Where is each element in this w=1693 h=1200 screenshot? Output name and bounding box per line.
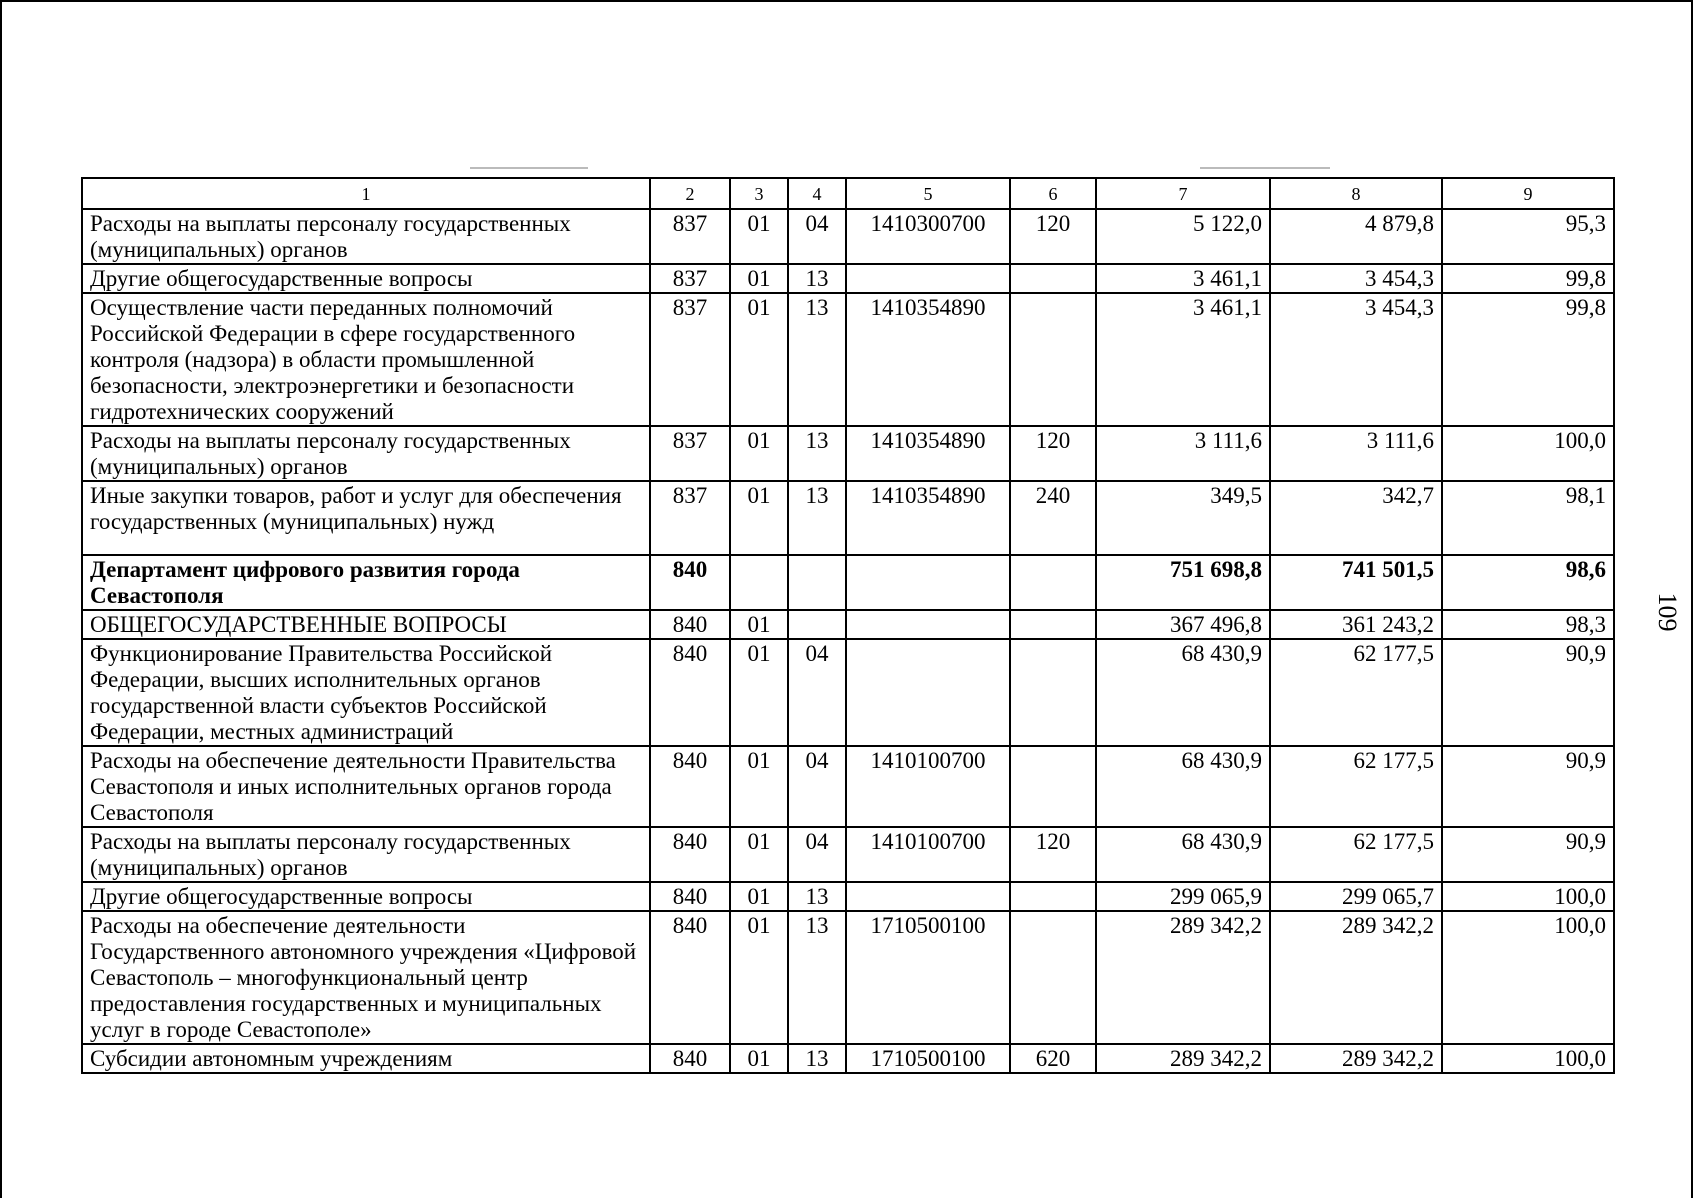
row-name: Департамент цифрового развития города Севастополя [82,555,650,610]
column-header: 1 [82,178,650,209]
table-row [82,481,1614,555]
cell-subsection: 13 [788,293,846,426]
cell-executed: 741 501,5 [1270,555,1442,610]
table-row [82,426,1614,481]
cell-executed: 4 879,8 [1270,209,1442,264]
cell-planned: 3 461,1 [1096,293,1270,426]
cell-subsection [788,555,846,610]
cell-admin-code: 840 [650,827,730,882]
cell-percent: 90,9 [1442,827,1614,882]
cell-planned: 289 342,2 [1096,911,1270,1044]
row-name: Расходы на обеспечение деятельности Правительства Севастополя и иных исполнительных органов города Севастополя [82,746,650,827]
cell-percent: 90,9 [1442,746,1614,827]
cell-target-article: 1710500100 [846,911,1010,1044]
cell-planned: 289 342,2 [1096,1044,1270,1073]
cell-section: 01 [730,209,788,264]
cell-admin-code: 840 [650,639,730,746]
row-name: ОБЩЕГОСУДАРСТВЕННЫЕ ВОПРОСЫ [82,610,650,639]
cell-section: 01 [730,264,788,293]
cell-executed: 62 177,5 [1270,827,1442,882]
row-name: Расходы на обеспечение деятельности Государственного автономного учреждения «Цифровой Севастополь – многофункциональный центр предоставления государственных и муниципальных услуг в городе Севастополе» [82,911,650,1044]
cell-executed: 361 243,2 [1270,610,1442,639]
cell-percent: 99,8 [1442,293,1614,426]
cell-target-article: 1410354890 [846,426,1010,481]
cell-section: 01 [730,426,788,481]
cell-target-article [846,555,1010,610]
cell-planned: 68 430,9 [1096,639,1270,746]
cell-target-article [846,610,1010,639]
table-row [82,555,1614,610]
column-header: 6 [1010,178,1096,209]
cell-expense-type [1010,555,1096,610]
cell-planned: 751 698,8 [1096,555,1270,610]
scan-mark [1200,167,1330,169]
cell-planned: 5 122,0 [1096,209,1270,264]
cell-admin-code: 837 [650,209,730,264]
cell-subsection: 13 [788,481,846,555]
scan-mark [470,167,588,169]
row-name: Другие общегосударственные вопросы [82,882,650,911]
cell-target-article: 1410354890 [846,481,1010,555]
row-name: Расходы на выплаты персоналу государственных (муниципальных) органов [82,209,650,264]
cell-expense-type [1010,293,1096,426]
cell-admin-code: 840 [650,555,730,610]
cell-subsection: 13 [788,426,846,481]
column-header: 5 [846,178,1010,209]
table-row [82,746,1614,827]
page-number: 109 [1653,592,1682,632]
cell-expense-type: 120 [1010,209,1096,264]
cell-planned: 367 496,8 [1096,610,1270,639]
row-name: Расходы на выплаты персоналу государственных (муниципальных) органов [82,827,650,882]
cell-executed: 289 342,2 [1270,1044,1442,1073]
cell-section: 01 [730,610,788,639]
cell-expense-type: 120 [1010,426,1096,481]
table-row [82,209,1614,264]
row-name: Расходы на выплаты персоналу государственных (муниципальных) органов [82,426,650,481]
cell-expense-type [1010,264,1096,293]
cell-expense-type: 240 [1010,481,1096,555]
cell-percent: 98,1 [1442,481,1614,555]
cell-percent: 98,6 [1442,555,1614,610]
cell-target-article: 1410100700 [846,746,1010,827]
column-header: 2 [650,178,730,209]
cell-expense-type [1010,746,1096,827]
cell-section: 01 [730,882,788,911]
cell-executed: 62 177,5 [1270,639,1442,746]
cell-target-article: 1410354890 [846,293,1010,426]
row-name: Функционирование Правительства Российской Федерации, высших исполнительных органов государственной власти субъектов Российской Федерации, местных администраций [82,639,650,746]
cell-admin-code: 840 [650,911,730,1044]
cell-executed: 342,7 [1270,481,1442,555]
cell-target-article: 1410100700 [846,827,1010,882]
table-row [82,610,1614,639]
cell-admin-code: 840 [650,882,730,911]
cell-section: 01 [730,293,788,426]
cell-percent: 90,9 [1442,639,1614,746]
cell-planned: 299 065,9 [1096,882,1270,911]
cell-section: 01 [730,481,788,555]
cell-executed: 3 111,6 [1270,426,1442,481]
cell-admin-code: 837 [650,264,730,293]
cell-planned: 3 461,1 [1096,264,1270,293]
table-row [82,293,1614,426]
column-header: 4 [788,178,846,209]
cell-admin-code: 837 [650,293,730,426]
cell-section: 01 [730,911,788,1044]
column-header: 3 [730,178,788,209]
row-name: Субсидии автономным учреждениям [82,1044,650,1073]
cell-expense-type [1010,610,1096,639]
table-header-row [82,178,1614,209]
cell-section: 01 [730,827,788,882]
column-header: 8 [1270,178,1442,209]
cell-executed: 289 342,2 [1270,911,1442,1044]
cell-subsection: 04 [788,209,846,264]
cell-expense-type [1010,639,1096,746]
cell-admin-code: 840 [650,610,730,639]
column-header: 7 [1096,178,1270,209]
table-row [82,264,1614,293]
cell-percent: 100,0 [1442,1044,1614,1073]
cell-executed: 299 065,7 [1270,882,1442,911]
cell-executed: 3 454,3 [1270,264,1442,293]
cell-executed: 3 454,3 [1270,293,1442,426]
cell-percent: 100,0 [1442,911,1614,1044]
cell-subsection: 13 [788,911,846,1044]
cell-expense-type: 620 [1010,1044,1096,1073]
cell-expense-type [1010,911,1096,1044]
cell-admin-code: 837 [650,426,730,481]
cell-planned: 349,5 [1096,481,1270,555]
cell-target-article [846,639,1010,746]
cell-planned: 68 430,9 [1096,746,1270,827]
table-row [82,882,1614,911]
cell-target-article [846,882,1010,911]
column-header: 9 [1442,178,1614,209]
cell-percent: 100,0 [1442,426,1614,481]
cell-planned: 3 111,6 [1096,426,1270,481]
cell-section: 01 [730,639,788,746]
table-row [82,911,1614,1044]
cell-planned: 68 430,9 [1096,827,1270,882]
cell-percent: 95,3 [1442,209,1614,264]
cell-subsection [788,610,846,639]
table-row [82,639,1614,746]
row-name: Осуществление части переданных полномочий Российской Федерации в сфере государственного контроля (надзора) в области промышленной безопасности, электроэнергетики и безопасности гидротехнических сооружений [82,293,650,426]
cell-subsection: 04 [788,827,846,882]
cell-subsection: 13 [788,882,846,911]
cell-executed: 62 177,5 [1270,746,1442,827]
cell-section [730,555,788,610]
cell-section: 01 [730,746,788,827]
cell-section: 01 [730,1044,788,1073]
cell-percent: 98,3 [1442,610,1614,639]
cell-target-article [846,264,1010,293]
cell-admin-code: 837 [650,481,730,555]
cell-percent: 100,0 [1442,882,1614,911]
cell-subsection: 13 [788,1044,846,1073]
cell-admin-code: 840 [650,746,730,827]
cell-percent: 99,8 [1442,264,1614,293]
cell-expense-type [1010,882,1096,911]
row-name: Иные закупки товаров, работ и услуг для обеспечения государственных (муниципальных) нужд [82,481,650,555]
cell-subsection: 13 [788,264,846,293]
cell-target-article: 1410300700 [846,209,1010,264]
table-row [82,827,1614,882]
cell-target-article: 1710500100 [846,1044,1010,1073]
table-row [82,1044,1614,1073]
cell-subsection: 04 [788,639,846,746]
row-name: Другие общегосударственные вопросы [82,264,650,293]
cell-subsection: 04 [788,746,846,827]
cell-expense-type: 120 [1010,827,1096,882]
cell-admin-code: 840 [650,1044,730,1073]
budget-table [81,177,1615,1074]
